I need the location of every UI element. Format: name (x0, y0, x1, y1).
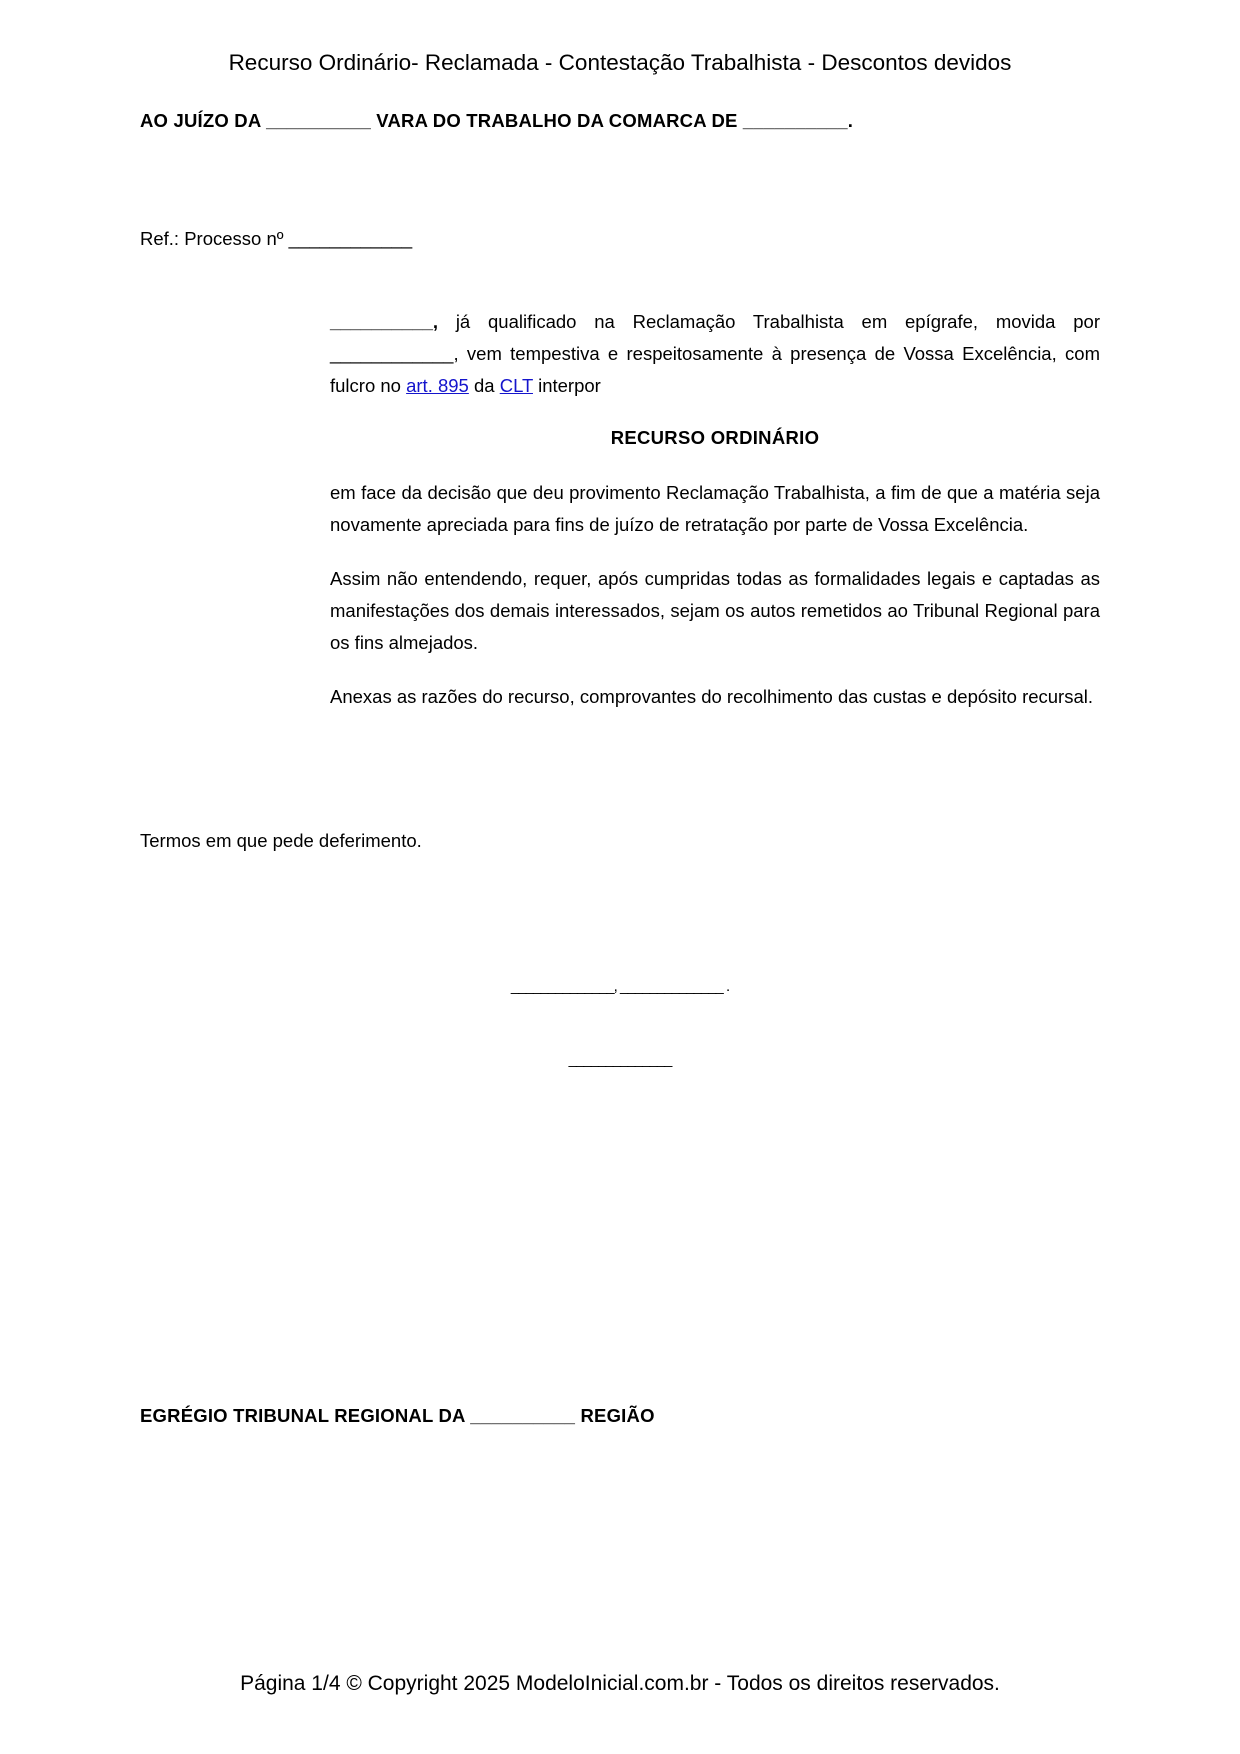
page-footer: Página 1/4 © Copyright 2025 ModeloInicial.com.br - Todos os direitos reservados. (240, 1672, 1000, 1695)
spacer (140, 852, 1100, 948)
paragraph-1: em face da decisão que deu provimento Reclamação Trabalhista, a fim de que a matéria seja novamente apreciada para fins de juízo de retratação por parte de Vossa Excelência. (330, 482, 1100, 536)
spacer (140, 1068, 1100, 1164)
paragraph-2: Assim não entendendo, requer, após cumpridas todas as formalidades legais e captadas as manifestações dos demais interessados, sejam os autos remetidos ao Tribunal Regional para os fins almejados. (330, 568, 1100, 653)
spacer (140, 734, 1100, 830)
opposing-party-blank: ____________ (330, 342, 454, 364)
petition-block (330, 306, 1100, 712)
recurso-ordinario-heading: RECURSO ORDINÁRIO (610, 427, 820, 449)
closing-text: Termos em que pede deferimento. (140, 830, 422, 852)
place-date-line: ______________, ______________ . (510, 978, 730, 996)
intro-paragraph (330, 306, 1100, 401)
court-heading: AO JUÍZO DA __________ VARA DO TRABALHO DA COMARCA DE __________. (140, 110, 854, 131)
art-895-link[interactable]: art. 895 (406, 374, 469, 396)
spacer (140, 1260, 1100, 1356)
process-reference: Ref.: Processo nº ____________ (140, 228, 413, 249)
page-title: Recurso Ordinário- Reclamada - Contestação Trabalhista - Descontos devidos (228, 50, 1012, 75)
tribunal-heading: EGRÉGIO TRIBUNAL REGIONAL DA __________ REGIÃO (140, 1404, 655, 1426)
document-body (140, 110, 1100, 1445)
spacer (140, 1356, 1100, 1386)
party-blank: __________, (330, 311, 439, 332)
spacer (140, 995, 1100, 1051)
spacer (140, 132, 1100, 228)
intro-text-2: , vem tempestiva e respeitosamente à presença de Vossa Excelência, com fulcro no (330, 342, 1100, 396)
signature-line: ______________ (568, 1051, 672, 1069)
spacer (140, 250, 1100, 306)
intro-text-3: da (468, 374, 500, 396)
clt-link[interactable]: CLT (499, 374, 533, 396)
paragraph-3: Anexas as razões do recurso, comprovantes do recolhimento das custas e depósito recursal. (330, 685, 1094, 707)
intro-text-4: interpor (532, 374, 601, 396)
intro-text-1: já qualificado na Reclamação Trabalhista em epígrafe, movida por (438, 311, 1100, 332)
spacer (140, 948, 1100, 978)
spacer (140, 1164, 1100, 1260)
